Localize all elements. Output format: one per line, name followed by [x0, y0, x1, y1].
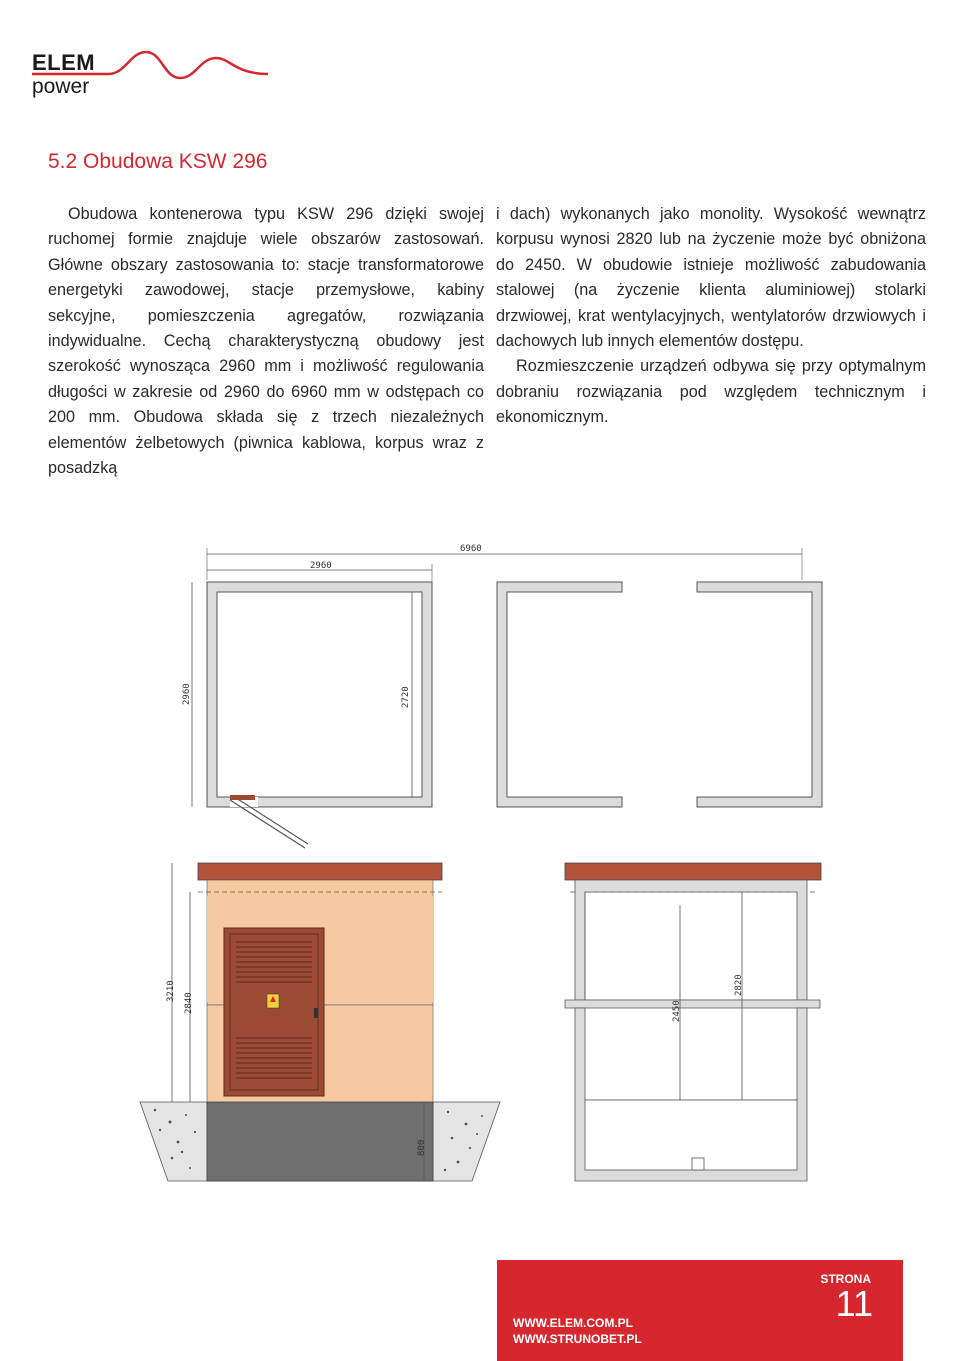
dim-label: 2720	[401, 686, 411, 708]
dimension-vertical-2960	[182, 582, 192, 807]
company-logo	[30, 48, 270, 104]
dimension-2840	[184, 892, 194, 1102]
section-title: 5.2 Obudowa KSW 296	[48, 150, 268, 173]
logo-text-elem: ELEM	[32, 50, 96, 75]
technical-drawings	[0, 530, 960, 1250]
dim-label: 3210	[166, 980, 176, 1002]
dim-label: 2840	[184, 992, 194, 1014]
dim-label: 2450	[672, 1000, 682, 1022]
website-link-strunobet[interactable]: WWW.STRUNOBET.PL	[513, 1332, 642, 1346]
page-footer	[497, 1260, 903, 1361]
dim-label: 6960	[460, 544, 482, 554]
logo-wave-icon	[30, 48, 270, 104]
dimension-6960	[207, 544, 802, 580]
page-number: 11	[835, 1283, 873, 1324]
text-column-right	[496, 202, 926, 431]
paragraph: Obudowa kontenerowa typu KSW 296 dzięki swojej ruchomej formie znajduje wiele obszarów zastosowań. Główne obszary zastosowania to: stacje transformatorowe energetyki zawodowej, stacje przemysłowe, kabiny sekcyjne, pomieszczenia agregatów, rozwiązania indywidualne. Cechą charakterystyczną obudowy jest szerokość wynosząca 2960 mm i możliwość regulowania długości w zakresie od 2960 do 6960 mm w odstępach co 200 mm. Obudowa składa się z trzech niezależnych elementów żelbetowych (piwnica kablowa, korpus wraz z posadzką	[48, 205, 484, 478]
dimension-2820	[734, 892, 744, 1100]
front-elevation	[140, 863, 500, 1181]
website-link-elem[interactable]: WWW.ELEM.COM.PL	[513, 1316, 633, 1330]
dimension-2960	[207, 561, 432, 582]
paragraph: i dach) wykonanych jako monolity. Wysokość wewnątrz korpusu wynosi 2820 lub na życzenie może być obniżona do 2450. W obudowie istnieje możliwość zabudowania stalowej (na życzenie klienta aluminiowej) stolarki drzwiowej, krat wentylacyjnych, wentylatorów drzwiowych i dachowych lub innych elementów dostępu.	[496, 205, 926, 351]
dim-label: 2960	[182, 683, 192, 705]
dim-label: 2820	[734, 974, 744, 996]
page-label: STRONA	[820, 1272, 871, 1286]
plan-view-extension	[497, 582, 822, 807]
side-section	[565, 863, 821, 1181]
dim-label: 800	[417, 1139, 427, 1156]
dim-label: 2960	[310, 561, 332, 571]
paragraph: Rozmieszczenie urządzeń odbywa się przy optymalnym dobraniu rozwiązania pod względem technicznym i ekonomicznym.	[496, 357, 926, 427]
plan-view-module	[207, 582, 432, 848]
text-column-left	[48, 202, 484, 481]
dimension-2450	[672, 905, 682, 1100]
dimension-3210	[166, 863, 176, 1102]
logo-text-power: power	[32, 75, 90, 98]
